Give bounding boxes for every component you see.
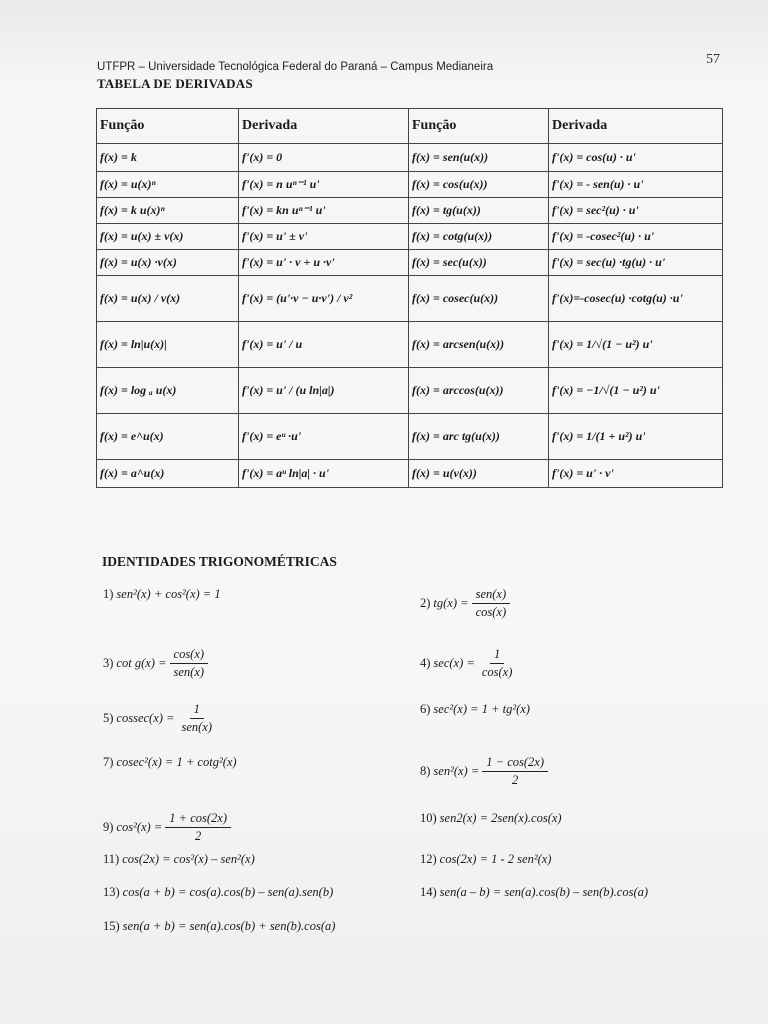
column-header: Derivada bbox=[239, 109, 409, 144]
table-cell: f'(x) = n uⁿ⁻¹ u' bbox=[239, 172, 409, 198]
table-cell: f(x) = cotg(u(x)) bbox=[409, 224, 549, 250]
fraction-denominator: 2 bbox=[195, 829, 202, 843]
fraction-denominator: sen(x) bbox=[173, 665, 205, 679]
table-cell: f'(x) = u' / (u ln|a|) bbox=[239, 368, 409, 414]
table-row bbox=[97, 224, 723, 250]
identity-item bbox=[420, 811, 562, 826]
table-cell: f'(x) = (u'·v − u·v') / v² bbox=[239, 276, 409, 322]
table-row bbox=[97, 172, 723, 198]
table-cell: f'(x) = 1/(1 + u²) u' bbox=[549, 414, 723, 460]
identity-number: 11) bbox=[103, 852, 120, 866]
identity-item bbox=[420, 702, 530, 717]
identity-lhs: sen²(x) = bbox=[433, 764, 480, 778]
table-cell: f'(x) = 0 bbox=[239, 144, 409, 172]
table-cell: f'(x) = cos(u) · u' bbox=[549, 144, 723, 172]
identity-number: 2) bbox=[420, 596, 431, 610]
identity-fraction bbox=[177, 702, 216, 735]
table-cell: f(x) = cos(u(x)) bbox=[409, 172, 549, 198]
table-row bbox=[97, 414, 723, 460]
table-cell: f(x) = u(x)ⁿ bbox=[97, 172, 239, 198]
identity-item bbox=[103, 647, 208, 680]
identity-item bbox=[420, 885, 648, 900]
table-cell: f'(x) = sec(u) ·tg(u) · u' bbox=[549, 250, 723, 276]
fraction-numerator: sen(x) bbox=[472, 587, 511, 604]
table-cell: f(x) = k u(x)ⁿ bbox=[97, 198, 239, 224]
table-cell: f'(x) = kn uⁿ⁻¹ u' bbox=[239, 198, 409, 224]
identity-item bbox=[420, 647, 516, 680]
identity-formula: cos(2x) = 1 - 2 sen²(x) bbox=[439, 852, 552, 866]
table-cell: f'(x) = -cosec²(u) · u' bbox=[549, 224, 723, 250]
identity-number: 6) bbox=[420, 702, 431, 716]
table-cell: f(x) = u(x) ± v(x) bbox=[97, 224, 239, 250]
table-cell: f'(x) = −1/√(1 − u²) u' bbox=[549, 368, 723, 414]
identity-lhs: cot g(x) = bbox=[116, 656, 167, 670]
table-cell: f'(x) = u' · v' bbox=[549, 460, 723, 488]
identity-item bbox=[420, 852, 551, 867]
table-row bbox=[97, 250, 723, 276]
identity-formula: cosec²(x) = 1 + cotg²(x) bbox=[116, 755, 237, 769]
table-cell: f'(x) = 1/√(1 − u²) u' bbox=[549, 322, 723, 368]
identity-number: 12) bbox=[420, 852, 437, 866]
table-cell: f'(x) = u' ± v' bbox=[239, 224, 409, 250]
table-cell: f(x) = arccos(u(x)) bbox=[409, 368, 549, 414]
table-row bbox=[97, 460, 723, 488]
identity-item bbox=[103, 885, 333, 900]
page-title: TABELA DE DERIVADAS bbox=[97, 76, 253, 91]
identity-number: 8) bbox=[420, 764, 431, 778]
identity-fraction bbox=[170, 647, 209, 680]
identity-formula: sec²(x) = 1 + tg²(x) bbox=[433, 702, 530, 716]
identity-number: 15) bbox=[103, 919, 120, 933]
table-cell: f(x) = sec(u(x)) bbox=[409, 250, 549, 276]
table-cell: f(x) = log ₐ u(x) bbox=[97, 368, 239, 414]
identity-fraction bbox=[472, 587, 511, 620]
identity-number: 4) bbox=[420, 656, 431, 670]
derivatives-table bbox=[96, 108, 723, 488]
table-cell: f(x) = u(x) ·v(x) bbox=[97, 250, 239, 276]
identity-item bbox=[103, 755, 237, 770]
table-cell: f(x) = a^u(x) bbox=[97, 460, 239, 488]
identity-lhs: cossec(x) = bbox=[116, 711, 175, 725]
identity-formula: cos(2x) = cos²(x) – sen²(x) bbox=[122, 852, 255, 866]
table-cell: f(x) = ln|u(x)| bbox=[97, 322, 239, 368]
identity-formula: sen(a + b) = sen(a).cos(b) + sen(b).cos(a) bbox=[122, 919, 336, 933]
identity-item bbox=[103, 919, 335, 934]
identity-number: 1) bbox=[103, 587, 114, 601]
identity-item bbox=[103, 587, 221, 602]
table-cell: f'(x) = aᵘ ln|a| · u' bbox=[239, 460, 409, 488]
table-cell: f(x) = arc tg(u(x)) bbox=[409, 414, 549, 460]
fraction-numerator: 1 − cos(2x) bbox=[482, 755, 548, 772]
table-cell: f'(x) = - sen(u) · u' bbox=[549, 172, 723, 198]
identity-lhs: sec(x) = bbox=[433, 656, 475, 670]
table-row bbox=[97, 198, 723, 224]
identity-lhs: tg(x) = bbox=[433, 596, 469, 610]
identity-number: 10) bbox=[420, 811, 437, 825]
table-cell: f(x) = u(x) / v(x) bbox=[97, 276, 239, 322]
identity-number: 3) bbox=[103, 656, 114, 670]
table-cell: f'(x) = eᵘ ·u' bbox=[239, 414, 409, 460]
identity-formula: sen²(x) + cos²(x) = 1 bbox=[116, 587, 221, 601]
table-cell: f(x) = tg(u(x)) bbox=[409, 198, 549, 224]
table-cell: f'(x) = sec²(u) · u' bbox=[549, 198, 723, 224]
table-cell: f(x) = u(v(x)) bbox=[409, 460, 549, 488]
table-cell: f'(x) = u' / u bbox=[239, 322, 409, 368]
identity-fraction bbox=[165, 811, 231, 844]
identity-fraction bbox=[482, 755, 548, 788]
fraction-denominator: sen(x) bbox=[181, 720, 213, 734]
institution-header: UTFPR – Universidade Tecnológica Federal do Paraná – Campus Medianeira bbox=[97, 61, 494, 73]
identity-item bbox=[420, 587, 510, 620]
identity-fraction bbox=[478, 647, 517, 680]
table-cell: f(x) = cosec(u(x)) bbox=[409, 276, 549, 322]
table-cell: f'(x)=-cosec(u) ·cotg(u) ·u' bbox=[549, 276, 723, 322]
table-row bbox=[97, 276, 723, 322]
identity-formula: sen(a – b) = sen(a).cos(b) – sen(b).cos(a) bbox=[439, 885, 649, 899]
identity-number: 9) bbox=[103, 820, 114, 834]
identity-number: 13) bbox=[103, 885, 120, 899]
fraction-numerator: 1 bbox=[190, 702, 204, 719]
identity-number: 5) bbox=[103, 711, 114, 725]
table-header-row bbox=[97, 109, 723, 144]
identity-formula: sen2(x) = 2sen(x).cos(x) bbox=[439, 811, 562, 825]
fraction-denominator: 2 bbox=[512, 773, 519, 787]
page-number: 57 bbox=[706, 52, 720, 67]
fraction-numerator: cos(x) bbox=[170, 647, 209, 664]
table-cell: f(x) = sen(u(x)) bbox=[409, 144, 549, 172]
identity-item bbox=[103, 852, 255, 867]
fraction-numerator: 1 + cos(2x) bbox=[165, 811, 231, 828]
column-header: Função bbox=[97, 109, 239, 144]
table-row bbox=[97, 144, 723, 172]
table-cell: f(x) = e^u(x) bbox=[97, 414, 239, 460]
column-header: Função bbox=[409, 109, 549, 144]
identity-item bbox=[103, 811, 231, 844]
identity-formula: cos(a + b) = cos(a).cos(b) – sen(a).sen(b) bbox=[122, 885, 334, 899]
identity-item bbox=[103, 702, 216, 735]
table-row bbox=[97, 322, 723, 368]
identity-item bbox=[420, 755, 548, 788]
identity-lhs: cos²(x) = bbox=[116, 820, 163, 834]
identity-number: 7) bbox=[103, 755, 114, 769]
identities-title: IDENTIDADES TRIGONOMÉTRICAS bbox=[102, 554, 337, 569]
fraction-numerator: 1 bbox=[490, 647, 504, 664]
fraction-denominator: cos(x) bbox=[481, 665, 513, 679]
fraction-denominator: cos(x) bbox=[475, 605, 507, 619]
table-cell: f(x) = arcsen(u(x)) bbox=[409, 322, 549, 368]
table-row bbox=[97, 368, 723, 414]
table-cell: f'(x) = u' · v + u ·v' bbox=[239, 250, 409, 276]
table-cell: f(x) = k bbox=[97, 144, 239, 172]
identity-number: 14) bbox=[420, 885, 437, 899]
column-header: Derivada bbox=[549, 109, 723, 144]
